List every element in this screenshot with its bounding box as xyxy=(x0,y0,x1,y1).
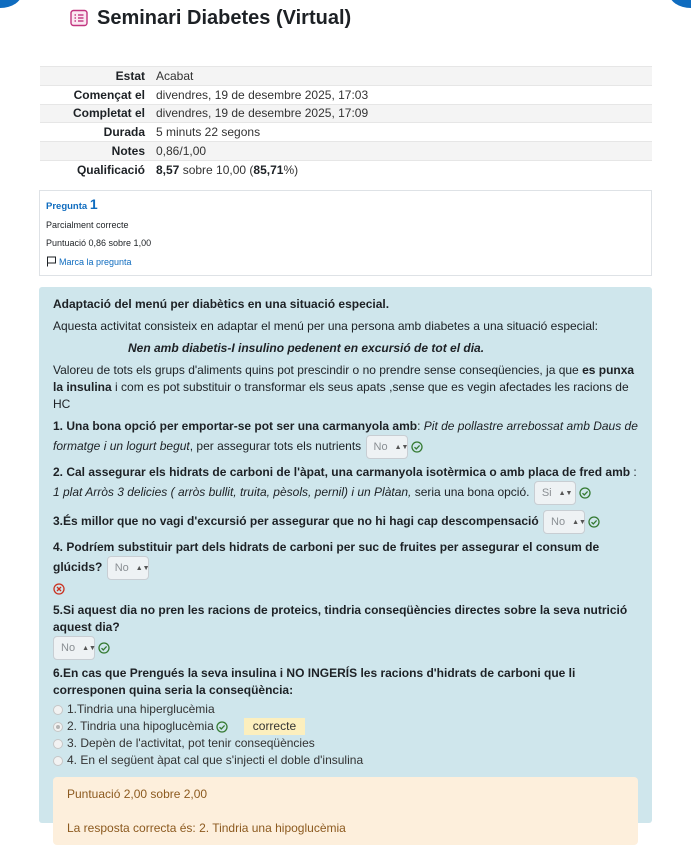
answer-select-value: No xyxy=(61,641,76,654)
answer-option-1[interactable] xyxy=(53,701,638,718)
summary-value: divendres, 19 de desembre 2025, 17:03 xyxy=(151,85,652,104)
question-state: Parcialment correcte xyxy=(46,220,129,230)
subquestion-1 xyxy=(53,418,638,459)
check-circle-icon xyxy=(588,516,600,528)
answer-select-5[interactable] xyxy=(53,636,95,660)
answer-select-value: No xyxy=(114,561,129,574)
correct-badge: correcte xyxy=(244,718,305,735)
answer-option-label: 4. En el següent àpat cal que s'injecti el doble d'insulina xyxy=(67,753,364,767)
page-corner-right xyxy=(669,0,691,8)
question-instructions xyxy=(53,362,638,413)
feedback-score: Puntuació 2,00 sobre 2,00 xyxy=(67,787,208,801)
summary-label: Qualificació xyxy=(40,160,151,179)
subquestion-6: 6.En cas que Prengués la seva insulina i NO INGERÍS les racions d'hidrats de carboni que li corresponen quina seria la conseqüència: xyxy=(53,666,576,697)
instructions-text: Valoreu de tots els grups d'aliments quins pot prescindir o no prendre sense conseqüencies, ja que xyxy=(53,363,583,377)
subquestion-separator: : xyxy=(630,465,637,479)
question-info-box xyxy=(39,190,652,276)
check-circle-icon xyxy=(579,487,591,499)
answer-select-4[interactable] xyxy=(107,556,149,580)
subquestion-italic: 1 plat Arròs 3 delicies ( arròs bullit, truita, pèsols, pernil) i un Plàtan, xyxy=(53,485,412,500)
grade-text: sobre 10,00 ( xyxy=(179,163,254,178)
answer-option-label: 3. Depèn de l'activitat, pot tenir conseqüències xyxy=(67,736,315,750)
summary-label: Notes xyxy=(40,142,151,161)
answer-option-3[interactable] xyxy=(53,735,638,752)
subquestion-text: 5.Si aquest dia no pren les racions de proteics, tindria conseqüències directes sobre la seva nutrició aquest dia? xyxy=(53,603,628,634)
answer-select-value: No xyxy=(373,440,388,453)
question-number xyxy=(46,196,645,212)
page-corner-left xyxy=(0,0,22,8)
subquestion-5 xyxy=(53,602,638,660)
answer-select-value: No xyxy=(551,515,566,528)
subquestion-3 xyxy=(53,510,638,534)
subquestion-separator: : xyxy=(417,419,424,433)
chevron-updown-icon: ▲▼ xyxy=(135,564,150,572)
summary-value xyxy=(151,160,652,179)
summary-label: Durada xyxy=(40,123,151,142)
summary-row-completed xyxy=(40,104,652,123)
radio-button[interactable] xyxy=(53,756,63,766)
check-circle-icon xyxy=(98,642,110,654)
summary-row-state xyxy=(40,67,652,86)
summary-row-marks xyxy=(40,142,652,161)
summary-value: 0,86/1,00 xyxy=(151,142,652,161)
answer-select-3[interactable] xyxy=(543,510,585,534)
summary-label: Estat xyxy=(40,67,151,86)
question-intro: Aquesta activitat consisteix en adaptar el menú per una persona amb diabetes a una situació especial: xyxy=(53,319,599,333)
question-formulation xyxy=(39,287,652,835)
subquestion-tail: seria una bona opció. xyxy=(411,485,530,500)
chevron-updown-icon: ▲▼ xyxy=(394,443,409,451)
grade-text-end: %) xyxy=(283,163,299,178)
answer-option-2[interactable] xyxy=(53,718,638,735)
radio-button[interactable] xyxy=(53,705,63,715)
subquestion-2 xyxy=(53,464,638,505)
check-circle-icon xyxy=(411,441,423,453)
feedback-right-answer: La resposta correcta és: 2. Tindria una hipoglucèmia xyxy=(67,821,346,835)
summary-row-started xyxy=(40,85,652,104)
answer-option-label: 2. Tindria una hipoglucèmia xyxy=(67,719,214,733)
summary-label: Completat el xyxy=(40,104,151,123)
quiz-icon xyxy=(70,9,88,27)
chevron-updown-icon: ▲▼ xyxy=(82,644,96,652)
answer-select-value: Si xyxy=(541,486,552,499)
answer-option-4[interactable] xyxy=(53,752,638,769)
subquestion-text: 4. Podríem substituir part dels hidrats de carboni per suc de fruites per assegurar el consum de glúcids? xyxy=(53,540,600,575)
summary-row-grade xyxy=(40,160,652,179)
flag-question-label: Marca la pregunta xyxy=(59,256,132,267)
subquestion-text: 1. Una bona opció per emportar-se pot ser una carmanyola amb xyxy=(53,419,418,433)
summary-value: 5 minuts 22 segons xyxy=(151,123,652,142)
summary-label: Començat el xyxy=(40,85,151,104)
summary-value: divendres, 19 de desembre 2025, 17:09 xyxy=(151,104,652,123)
subquestion-tail: , per assegurar tots els nutrients xyxy=(189,439,362,454)
subquestion-text: 3.És millor que no vagi d'excursió per assegurar que no hi hagi cap descompensació xyxy=(53,514,539,529)
grade-percent: 85,71 xyxy=(253,163,284,178)
summary-value: Acabat xyxy=(151,67,652,86)
chevron-updown-icon: ▲▼ xyxy=(572,518,586,526)
radio-button-selected[interactable] xyxy=(53,722,63,732)
answer-select-1[interactable] xyxy=(366,435,408,459)
answer-select-2[interactable] xyxy=(534,481,576,505)
answer-option-label: 1.Tindria una hiperglucèmia xyxy=(67,702,215,716)
instructions-text-end: i com es pot substituir o transformar els seus apats ,sense que es vegin afectades les racions de HC xyxy=(53,380,629,411)
page-header xyxy=(70,5,351,31)
flag-icon xyxy=(46,256,57,267)
subquestion-text: 2. Cal assegurar els hidrats de carboni de l'àpat, una carmanyola isotèrmica o amb placa de fred amb xyxy=(53,465,631,479)
answer-options xyxy=(53,701,638,769)
question-scenario: Nen amb diabetis-I insulino pedenent en excursió de tot el dia. xyxy=(128,341,485,355)
flag-question-link[interactable] xyxy=(46,256,645,267)
subquestion-4 xyxy=(53,539,638,597)
check-circle-icon xyxy=(216,721,228,733)
instructions-bold: es punxa la insulina xyxy=(53,363,635,394)
feedback-box xyxy=(53,777,638,845)
question-number-value: 1 xyxy=(89,196,98,212)
chevron-updown-icon: ▲▼ xyxy=(558,489,573,497)
question-mark: Puntuació 0,86 sobre 1,00 xyxy=(46,238,152,248)
summary-row-duration xyxy=(40,123,652,142)
attempt-summary-table xyxy=(40,66,652,179)
question-heading: Adaptació del menú per diabètics en una situació especial. xyxy=(53,297,390,311)
subquestion-italic: Pit de pollastre arrebossat amb Daus de formatge i un logurt begut xyxy=(53,419,638,454)
x-circle-icon xyxy=(53,583,65,595)
radio-button[interactable] xyxy=(53,739,63,749)
grade-value: 8,57 xyxy=(156,163,180,178)
page-title: Seminari Diabetes (Virtual) xyxy=(97,6,352,29)
question-label: Pregunta xyxy=(46,201,88,212)
